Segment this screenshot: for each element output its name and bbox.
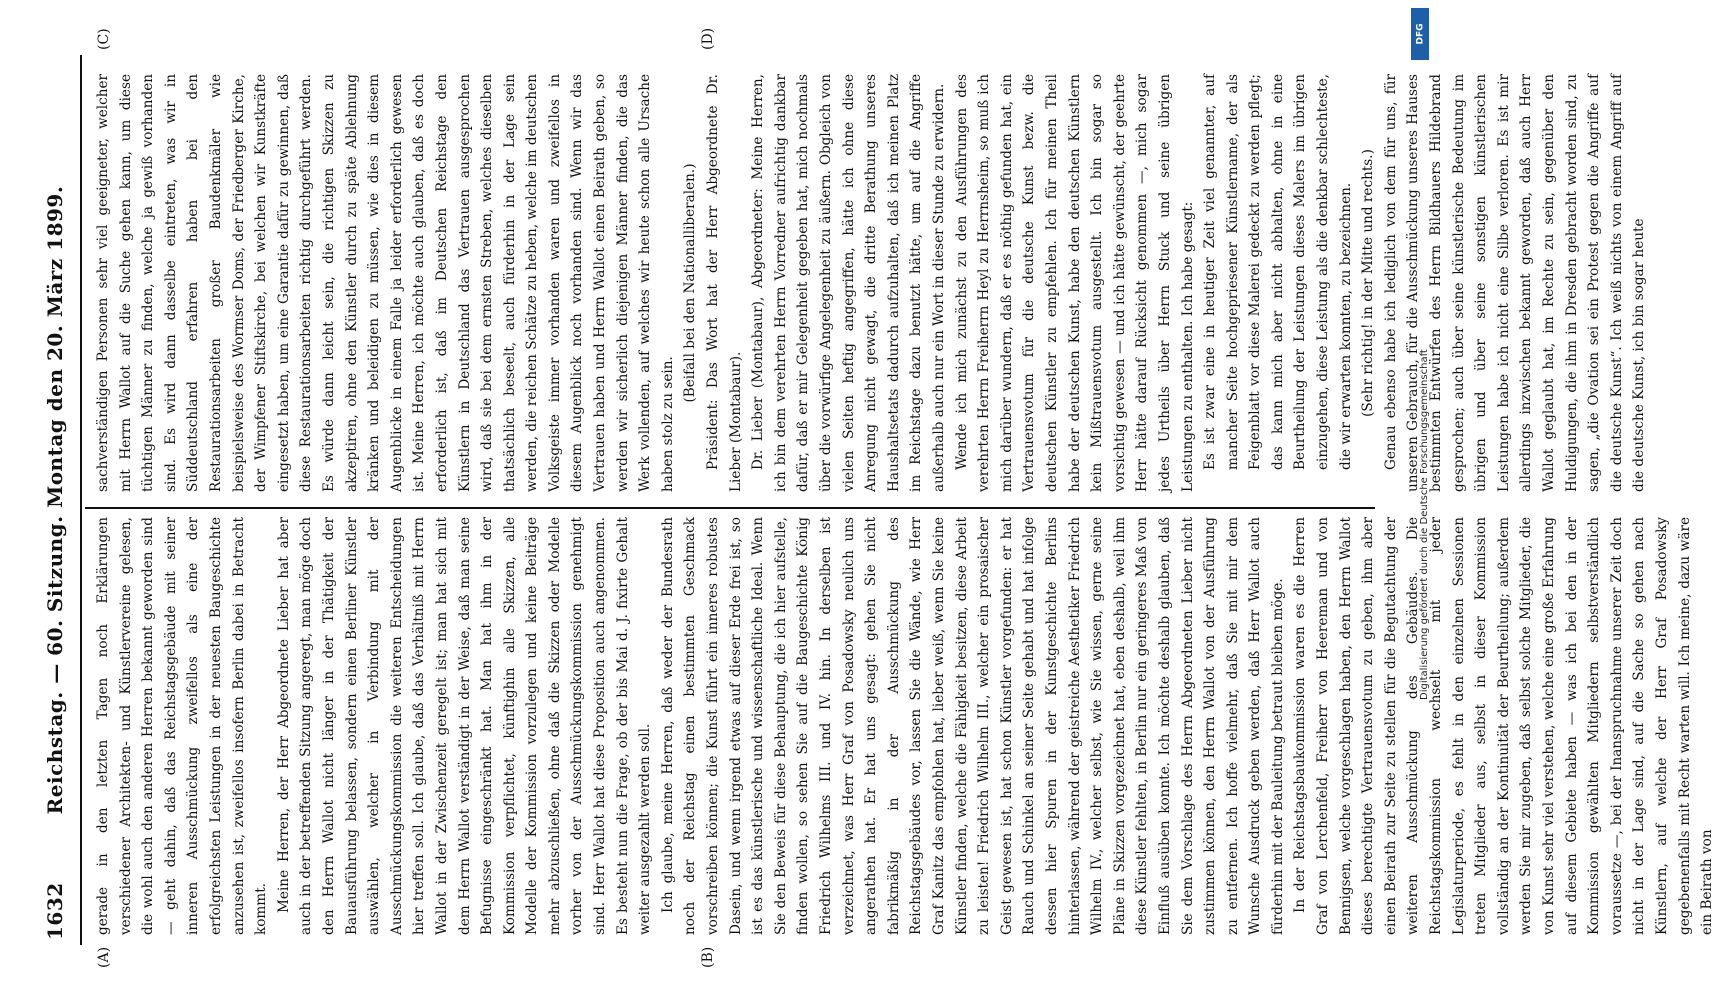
right-column (92, 74, 1648, 492)
margin-marker-a: (A) (96, 946, 112, 968)
block-quote: Es ist zwar eine in heutiger Zeit viel genannter, auf mancher Seite hochgepriesener Künstlername, der als Feigenblatt vor diese Malerei gedeckt zu werden pflegt; das kann mich aber nicht abhalten, ohne in eine Beurtheilung der Leistungen dieses Malers im übrigen einzugehen, diese Leistung als die denkbar schlechteste, die wir erwarten konnten, zu bezeichnen. (1202, 74, 1354, 470)
speaker-paragraph: Präsident: Das Wort hat der Herr Abgeordnete Dr. Lieber (Montabaur). (705, 74, 744, 492)
interjection-note: (Sehr richtig! in der Mitte und rechts.) (1360, 149, 1377, 417)
margin-marker-b: (B) (700, 946, 716, 968)
paragraph: sachverständigen Personen sehr viel geeigneter, welcher mit Herrn Wallot auf die Suche gehen kann, um diese tüchtigen Männer zu finden, welche ja gewiß vorhanden sind. Es wird dann dasselbe eintreten, was wir in Süddeutschland erfahren haben bei den Restaurationsarbeiten großer Baudenkmäler wie beispielsweise des Wormser Doms, der Friedberger Kirche, der Wimpfener Stiftskirche, bei welchen wir Kunstkräfte eingesetzt haben, um eine Garantie dafür zu gewinnen, daß diese Restaurationsarbeiten richtig durchgeführt werden. Es würde dann leicht sein, die richtigen Skizzen zu akzeptiren, ohne den Künstler durch zu späte Ablehnung kränken und beleidigen zu müssen, wie dies in diesem Augenblicke in einem Falle ja leider erforderlich gewesen ist. Meine Herren, ich möchte auch glauben, daß es doch erforderlich ist, daß im Deutschen Reichstage den Künstlern in Deutschland das Vertrauen ausgesprochen wird, daß sie bei dem ernsten Streben, welches dieselben thatsächlich beseelt, auch fürderhin in der Lage sein werden, die reichen Schätze zu heben, welche im deutschen Volksgeiste immer vorhanden waren und zweifellos in diesem Augenblick noch vorhanden sind. Wenn wir das Vertrauen haben und Herrn Wallot einen Beirath geben, so werden wir sicherlich diejenigen Männer finden, die das Werk vollenden, auf welches wir heute schon alle Ursache haben stolz zu sein. (95, 74, 676, 492)
margin-marker-c: (C) (96, 28, 112, 50)
margin-marker-d: (D) (700, 27, 716, 50)
applause-note: (Beifall bei den Nationalliberalen.) (682, 163, 699, 403)
column-divider (85, 507, 1375, 509)
digitization-note: Digitalisierung gefördert durch die Deutsche Forschungsgemeinschaft (1419, 349, 1430, 700)
speaker-paragraph: Dr. Lieber (Montabaur), Abgeordneter: Meine Herren, ich bin dem verehrten Herrn Vorredner aufrichtig dankbar dafür, daß er mir Gelegenheit gegeben hat, mich nochmals über die vorwürfige Angelegenheit zu äußern. Obgleich von vielen Seiten heftig angegriffen, hätte ich ohne diese Anregung nicht gewagt, die dritte Berathung unseres Haushaltsetats dadurch aufzuhalten, daß ich meinen Platz im Reichstage dazu benutzt hätte, um auf die Angriffe außerhalb auch nur ein Wort in dieser Stunde zu erwidern. (750, 74, 947, 492)
dfg-logo: DFG (1411, 8, 1429, 60)
paragraph: Ich glaube, meine Herren, daß weder der Bundesrath noch der Reichstag einen bestimmten Geschmack vorschreiben können; die Kunst führt ein inneres robustes Dasein, und wenn irgend etwas auf dieser Erde frei ist, so ist es das künstlerische und wissenschaftliche Ideal. Wenn Sie den Beweis für diese Behauptung, die ich hier aufstelle, finden wollen, so sehen Sie auf die Baugeschichte König Friedrich Wilhelms III. und IV. hin. In derselben ist verzeichnet, was Herr Graf von Posadowsky neulich uns angerathen hat. Er hat uns gesagt: gehen Sie nicht fabrikmäßig in der Ausschmückung des Reichstagsgebäudes vor, lassen Sie die Wände, wie Herr Graf Kanitz das empfohlen hat, lieber weiß, wenn Sie keine Künstler finden, welche die Fähigkeit besitzen, diese Arbeit zu leisten! Friedrich Wilhelm III., welcher ein prosaischer Geist gewesen ist, hat schon Künstler vorgefunden: er hat Rauch und Schinkel an seiner Seite gehabt und hat infolge dessen hier Spuren in der Kunstgeschichte Berlins hinterlassen, während der geistreiche Aesthetiker Friedrich Wilhelm IV., welcher selbst, wie Sie wissen, gerne seine Pläne in Skizzen vorgezeichnet hat, eben deshalb, weil ihm diese Künstler fehlten, in Berlin nur ein geringeres Maß von Einfluß ausüben konnte. Ich möchte deshalb glauben, daß Sie dem Vorschlage des Herrn Abgeordneten Lieber nicht zustimmen können, den Herrn Wallot von der Ausführung zu entfernen. Ich hoffe vielmehr, daß Sie mit mir dem Wunsche Ausdruck geben werden, daß Herr Wallot auch fürderhin mit der Bauleitung betraut bleiben möge. (659, 517, 1286, 935)
paragraph: In der Reichstagsbaukommission waren es die Herren Graf von Lerchenfeld, Freiherr von Heereman und von Bennigsen, welche vorgeschlagen haben, den Herrn Wallot dieses berechtigte Vertrauensvotum zu geben, ihm aber einen Beirath zur Seite zu stellen für die Begutachtung der weiteren Ausschmückung des Gebäudes. Die Reichstagskommission wechselt mit jeder Legislaturperiode, es fehlt in den einzelnen Sessionen treten Mitglieder aus, selbst in dieser Kommission vollständig an der Kontinuität der Beurtheilung; außerdem werden Sie mir zugeben, daß selbst solche Mitglieder, die von Kunst sehr viel verstehen, welche eine große Erfahrung auf diesem Gebiete haben — was ich bei den in der Kommission gewählten Mitgliedern selbstverständlich voraussetze —, bei der Inanspruchnahme unserer Zeit doch nicht in der Lage sind, auf die Sache so gehen nach Künstlern, auf welche der Herr Graf Posadowsky gegebenenfalls mit Recht warten will. Ich meine, dazu wäre ein Beirath von (1292, 517, 1716, 935)
header-rule (80, 55, 82, 945)
page-number: 1632 (43, 882, 67, 940)
page-header (35, 60, 75, 940)
paragraph: Meine Herren, der Herr Abgeordnete Lieber hat aber auch in der betreffenden Sitzung angeregt, man möge doch den Herrn Wallot nicht länger in der Thätigkeit der Bauausführung belassen, sondern einen Berliner Künstler auswählen, welcher in Verbindung mit der Ausschmückungskommission die weiteren Entscheidungen hier treffen soll. Ich glaube, daß das Verhältniß mit Herrn Wallot in der Zwischenzeit geregelt ist; man hat sich mit dem Herrn Wallot verständigt in der Weise, daß man seine Befugnisse eingeschränkt hat. Man hat ihm in der Kommission verpflichtet, künftighin alle Skizzen, alle Modelle der Kommission vorzulegen und keine Beiträge mehr abzuschließen, ohne daß die Skizzen oder Modelle vorher von der Ausschmückungskommission genehmigt sind. Herr Wallot hat diese Proposition auch angenommen. Es besteht nun die Frage, ob der bis Mai d. J. fixirte Gehalt weiter ausgezahlt werden soll. (275, 517, 654, 935)
paragraph: Genau ebenso habe ich lediglich von dem für uns, für unseren Gebrauch, für die Ausschmückung unseres Hauses bestimmten Entwürfen des Herrn Bildhauers Hildebrand gesprochen; auch über seine künstlerische Bedeutung im übrigen und über seine sonstigen künstlerischen Leistungen habe ich nicht eine Silbe verloren. Es ist mir allerdings inzwischen bekannt geworden, daß auch Herr Wallot geglaubt hat, im Rechte zu sein, gegenüber den Huldigungen, die ihm in Dresden gebracht worden sind, zu sagen, „die Ovation sei ein Protest gegen die Angriffe auf die deutsche Kunst“. Ich weiß nichts von einem Angriff auf die deutsche Kunst, ich bin sogar heute (1382, 74, 1648, 492)
paragraph: gerade in den letzten Tagen noch Erklärungen verschiedener Architekten- und Künstlervereine gelesen, die wohl auch den anderen Herren bekannt geworden sind — geht dahin, daß das Reichstagsgebäude mit seiner inneren Ausschmückung zweifellos als eine der erfolgreichsten Leistungen in der neuesten Baugeschichte anzusehen ist, zweifellos insofern Berlin dabei in Betracht kommt. (95, 517, 270, 935)
page-title: Reichstag. — 60. Sitzung. Montag den 20. März 1899. (43, 185, 67, 815)
paragraph: Wende ich mich zunächst zu den Ausführungen des verehrten Herrn Freiherrn Heyl zu Herrnsheim, so muß ich mich darüber wundern, daß er es nöthig gefunden hat, ein Vertrauensvotum für die deutsche Kunst bezw. die deutschen Künstler zu empfehlen. Ich für meinen Theil habe der deutschen Kunst, habe den deutschen Künstlern kein Mißtrauensvotum ausgestellt. Ich bin sogar so vorsichtig gewesen — und ich hätte gewünscht, der geehrte Herr hätte darauf Rücksicht genommen —, mich sogar jedes Urtheils über Herrn Stuck und seine übrigen Leistungen zu enthalten. Ich habe gesagt: (953, 74, 1196, 492)
digitization-strip (1407, 0, 1434, 1000)
